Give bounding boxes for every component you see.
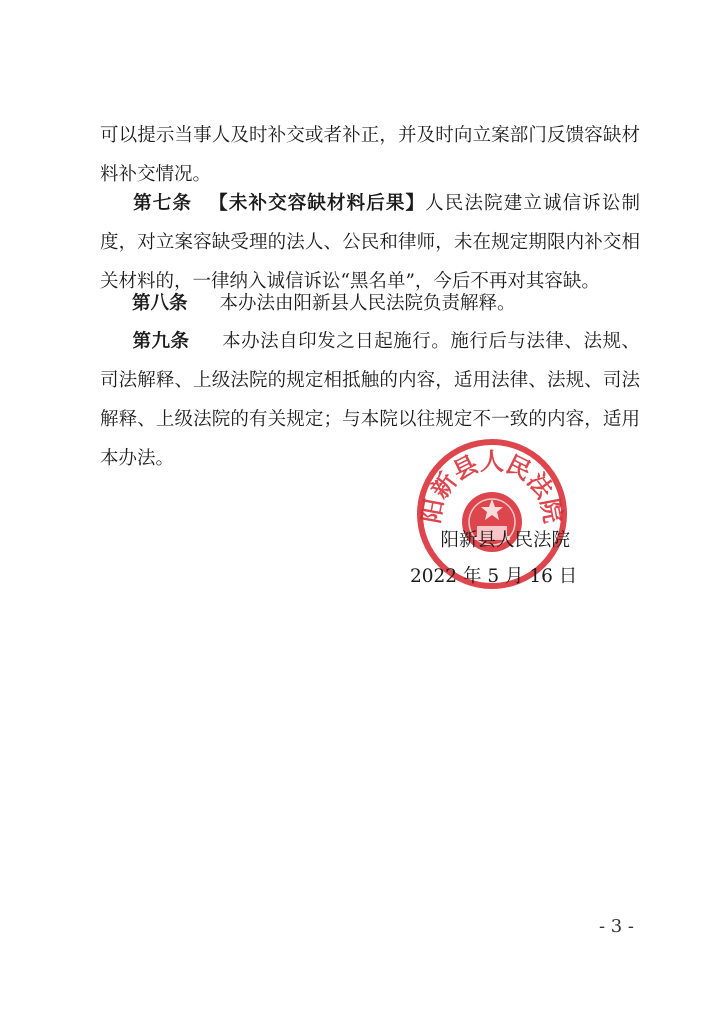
issue-date: 2022 年 5 月 16 日 <box>410 566 578 587</box>
paragraph-continuation: 可以提示当事人及时补交或者补正，并及时向立案部门反馈容缺材料补交情况。 <box>100 125 640 185</box>
article-7-label: 第七条 <box>132 193 193 214</box>
page-number: - 3 - <box>598 916 634 937</box>
article-9-label: 第九条 <box>132 331 190 352</box>
article-7-heading: 【未补交容缺材料后果】 <box>208 193 426 214</box>
article-8-text: 本办法由阳新县人民法院负责解释。 <box>219 293 516 314</box>
seal-text: 阳新县人民法院 <box>417 447 567 526</box>
signature-issuer: 阳新县人民法院 <box>440 530 570 551</box>
article-8 <box>100 284 640 323</box>
article-8-label: 第八条 <box>132 293 188 314</box>
article-9-text: 本办法自印发之日起施行。施行后与法律、法规、司法解释、上级法院的规定相抵触的内容，适用法律、法规、司法解释、上级法院的有关规定；与本院以往规定不一致的内容，适用本办法。 <box>100 331 640 469</box>
article-7-text: 人民法院建立诚信诉讼制度，对立案容缺受理的法人、公民和律师，未在规定期限内补交相关材料的，一律纳入诚信诉讼“黑名单”，今后不再对其容缺。 <box>100 193 640 292</box>
